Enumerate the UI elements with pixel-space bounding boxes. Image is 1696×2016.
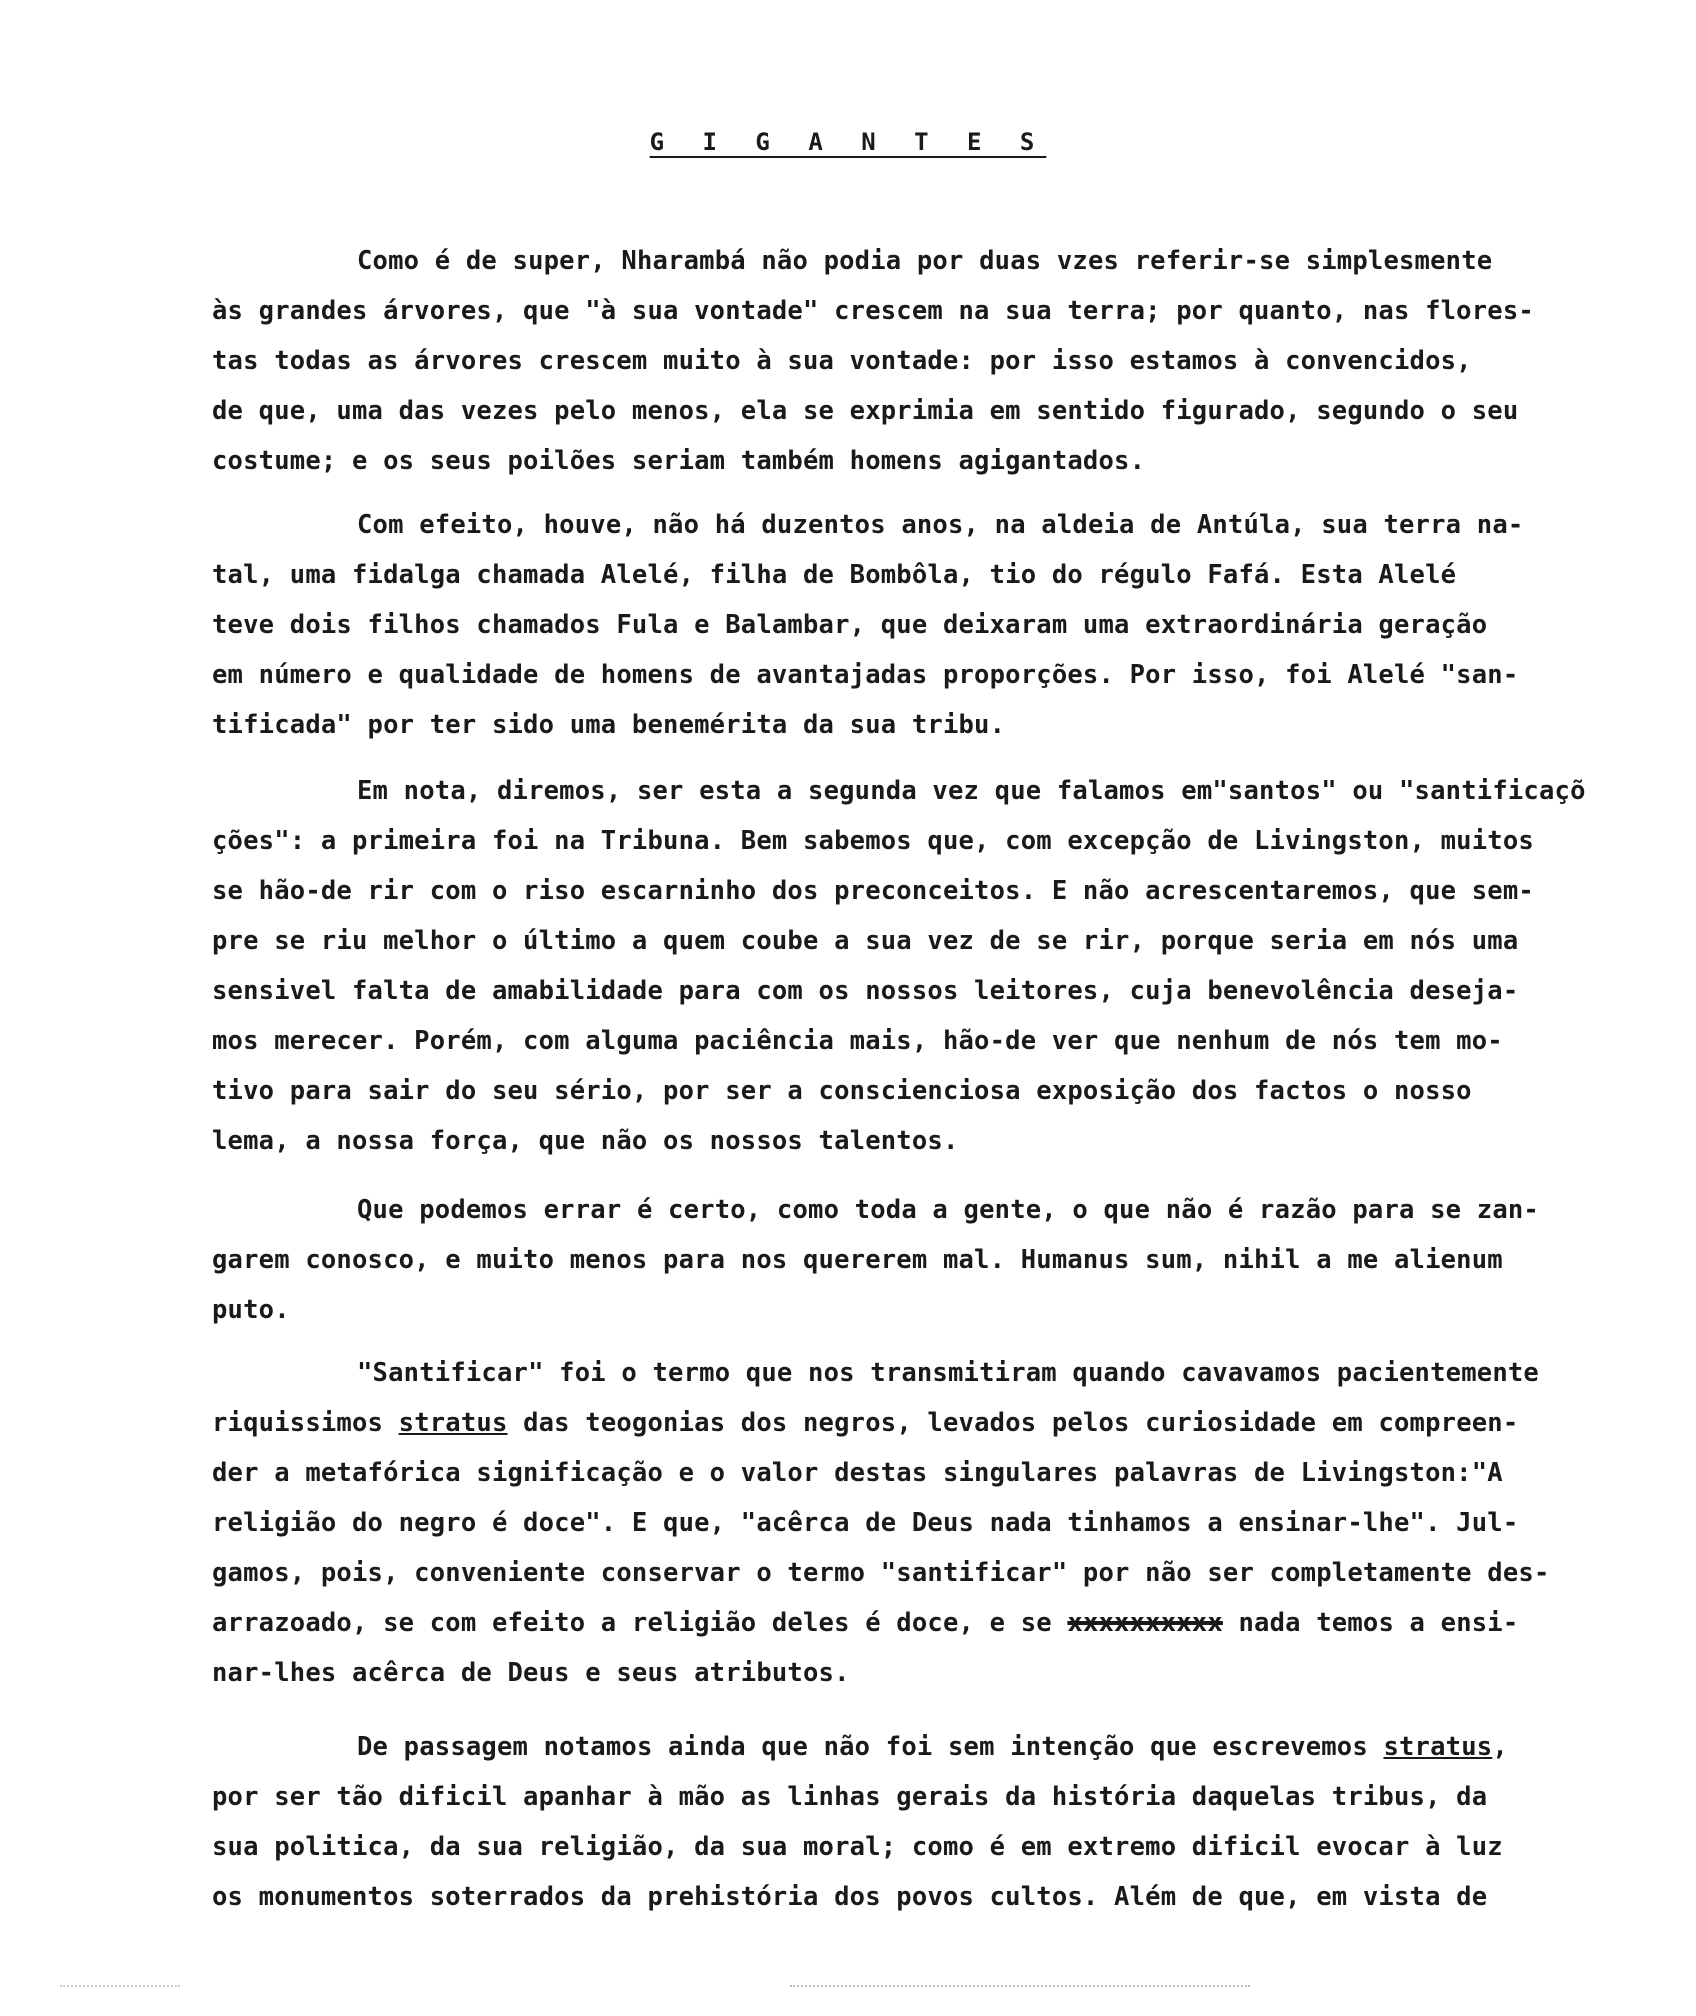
paragraph-3 [212,766,1622,1166]
text-line: Que podemos errar é certo, como toda a gente, o que não é razão para se zan- [357,1195,1539,1225]
text-line: de que, uma das vezes pelo menos, ela se exprimia em sentido figurado, segundo o seu [212,396,1519,426]
text-line: der a metafórica significação e o valor destas singulares palavras de Livingston:"A [212,1458,1503,1488]
paragraph-6 [212,1722,1622,1922]
text-line: teve dois filhos chamados Fula e Balambar, que deixaram uma extraordinária geração [212,610,1488,640]
text-fragment: , [1492,1732,1508,1762]
struck-out-text: xxxxxxxxxx [1067,1608,1223,1638]
text-line: se hão-de rir com o riso escarninho dos preconceitos. E não acrescentaremos, que sem- [212,876,1534,906]
text-fragment: das teogonias dos negros, levados pelos curiosidade em compreen- [507,1408,1519,1438]
underlined-term: stratus [1383,1732,1493,1762]
text-line: sensivel falta de amabilidade para com os nossos leitores, cuja benevolência deseja- [212,976,1519,1006]
text-line: gamos, pois, conveniente conservar o termo "santificar" por não ser completamente des- [212,1558,1550,1588]
text-line: puto. [212,1295,290,1325]
text-line: Em nota, diremos, ser esta a segunda vez que falamos em"santos" ou "santificaçõ [357,776,1586,806]
text-line: lema, a nossa força, que não os nossos talentos. [212,1126,959,1156]
paragraph-1 [212,236,1622,486]
text-line: nar-lhes acêrca de Deus e seus atributos. [212,1658,850,1688]
text-fragment: nada temos a ensi- [1222,1608,1519,1638]
text-fragment: arrazoado, se com efeito a religião deles é doce, e se [212,1608,1068,1638]
paragraph-4 [212,1185,1622,1335]
text-line [212,1722,1622,1772]
paragraph-2 [212,500,1622,750]
text-fragment: riquissimos [212,1408,399,1438]
text-line: pre se riu melhor o último a quem coube a sua vez de se rir, porque seria em nós uma [212,926,1519,956]
text-line [212,1598,1622,1648]
text-line: Com efeito, houve, não há duzentos anos, na aldeia de Antúla, sua terra na- [357,510,1524,540]
text-line: sua politica, da sua religião, da sua moral; como é em extremo dificil evocar à luz [212,1832,1503,1862]
text-line: tal, uma fidalga chamada Alelé, filha de Bombôla, tio do régulo Fafá. Esta Alelé [212,560,1457,590]
text-line: "Santificar" foi o termo que nos transmitiram quando cavavamos pacientemente [357,1358,1539,1388]
text-line: os monumentos soterrados da prehistória dos povos cultos. Além de que, em vista de [212,1882,1488,1912]
scan-artifact [790,1985,1250,1990]
paragraph-5 [212,1348,1622,1698]
text-line: às grandes árvores, que "à sua vontade" crescem na sua terra; por quanto, nas flores- [212,296,1534,326]
text-line: em número e qualidade de homens de avantajadas proporções. Por isso, foi Alelé "san- [212,660,1519,690]
text-line: tas todas as árvores crescem muito à sua vontade: por isso estamos à convencidos, [212,346,1472,376]
text-line: ções": a primeira foi na Tribuna. Bem sabemos que, com excepção de Livingston, muitos [212,826,1534,856]
text-line [212,1398,1622,1448]
text-fragment: De passagem notamos ainda que não foi sem intenção que escrevemos [357,1732,1384,1762]
text-line: mos merecer. Porém, com alguma paciência mais, hão-de ver que nenhum de nós tem mo- [212,1026,1503,1056]
text-line: Como é de super, Nharambá não podia por duas vzes referir-se simplesmente [357,246,1493,276]
document-title: G I G A N T E S [649,128,1047,156]
text-line: tivo para sair do seu sério, por ser a conscienciosa exposição dos factos o nosso [212,1076,1472,1106]
text-line: por ser tão dificil apanhar à mão as linhas gerais da história daquelas tribus, da [212,1782,1488,1812]
scan-artifact [60,1985,180,1990]
text-line: costume; e os seus poilões seriam também homens agigantados. [212,446,1146,476]
text-line: religião do negro é doce". E que, "acêrca de Deus nada tinhamos a ensinar-lhe". Jul- [212,1508,1519,1538]
text-line: garem conosco, e muito menos para nos quererem mal. Humanus sum, nihil a me alienum [212,1245,1503,1275]
text-line: tificada" por ter sido uma benemérita da sua tribu. [212,710,1006,740]
underlined-term: stratus [398,1408,508,1438]
